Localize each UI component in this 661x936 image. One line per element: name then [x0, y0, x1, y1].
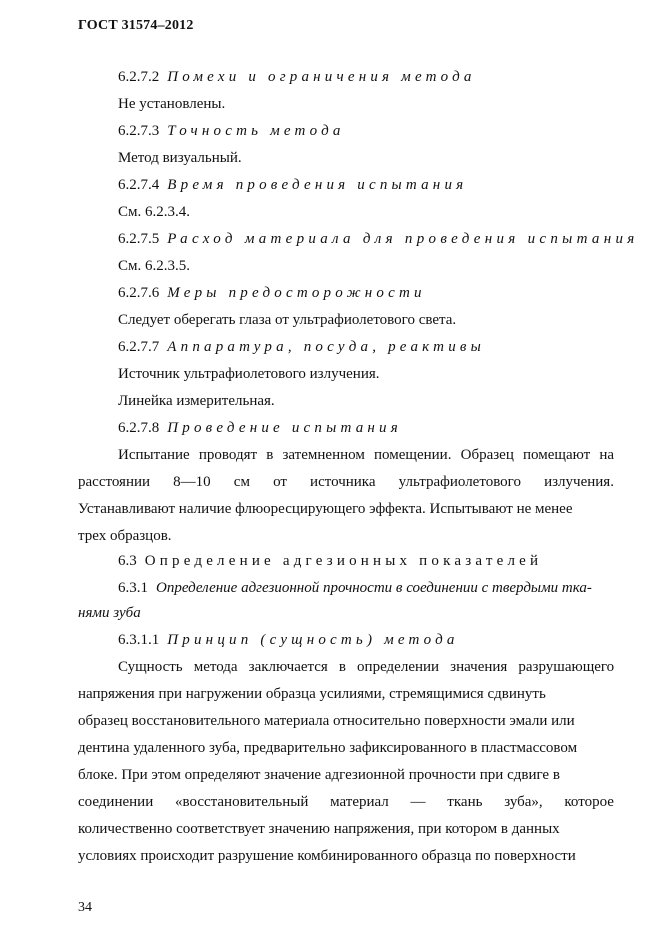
word: материал	[330, 794, 389, 810]
body-text: Линейка измерительная.	[118, 393, 275, 409]
word: расстоянии	[78, 474, 151, 490]
section-number: 6.2.7.3	[118, 123, 160, 139]
word: зуба»,	[504, 794, 543, 810]
word: излучения.	[544, 474, 614, 490]
section-number: 6.2.7.5	[118, 231, 160, 247]
body-text: См. 6.2.3.5.	[118, 258, 190, 274]
paragraph-line-justified	[78, 473, 614, 491]
paragraph-line: трех образцов.	[78, 528, 172, 544]
word: от	[273, 474, 287, 490]
section-title: Проведение испытания	[167, 420, 402, 436]
paragraph-line: Испытание проводят в затемненном помещении. Образец помещают на	[118, 447, 615, 463]
body-text: Следует оберегать глаза от ультрафиолетового света.	[118, 312, 457, 328]
paragraph-line: Сущность метода заключается в определении значения разрушающего	[118, 659, 615, 675]
paragraph-line: напряжения при нагружении образца усилиями, стремящимися сдвинуть	[78, 686, 546, 702]
word: ультрафиолетового	[398, 474, 521, 490]
paragraph-line: Устанавливают наличие флюоресцирующего эффекта. Испытывают не менее	[78, 501, 573, 517]
body-text: Источник ультрафиолетового излучения.	[118, 366, 380, 382]
section-title: Аппаратура, посуда, реактивы	[167, 339, 485, 355]
paragraph-line-justified	[78, 793, 614, 811]
page-number: 34	[78, 900, 92, 915]
section-number: 6.3.1.1	[118, 632, 160, 648]
body-text: Метод визуальный.	[118, 150, 242, 166]
paragraph-line: условиях происходит разрушение комбинированного образца по поверхности	[78, 848, 576, 864]
section-title: Меры предосторожности	[167, 285, 426, 301]
section-title: Определение адгезионной прочности в соединении с твердыми тка-	[156, 580, 592, 596]
paragraph-line: блоке. При этом определяют значение адгезионной прочности при сдвиге в	[78, 767, 560, 783]
section-number: 6.2.7.2	[118, 69, 160, 85]
section-number: 6.3	[118, 553, 137, 569]
document-code-header: ГОСТ 31574–2012	[78, 18, 194, 33]
section-title: Помехи и ограничения метода	[167, 69, 476, 85]
subsection-heading	[118, 230, 639, 248]
section-number: 6.2.7.7	[118, 339, 160, 355]
section-title: Принцип (сущность) метода	[167, 632, 459, 648]
word: соединении	[78, 794, 154, 810]
subsection-heading	[118, 419, 402, 437]
section-number: 6.3.1	[118, 580, 148, 596]
subsection-heading	[118, 579, 592, 597]
word: ткань	[447, 794, 483, 810]
word: см	[233, 474, 250, 490]
word: «восстановительный	[174, 794, 309, 810]
paragraph-line: дентина удаленного зуба, предварительно зафиксированного в пластмассовом	[78, 740, 578, 756]
subsection-heading	[118, 284, 426, 302]
section-title: Определение адгезионных показателей	[144, 553, 543, 569]
word: источника	[310, 474, 376, 490]
subsection-heading	[118, 338, 485, 356]
word: —	[410, 794, 426, 810]
section-number: 6.2.7.6	[118, 285, 160, 301]
section-number: 6.2.7.8	[118, 420, 160, 436]
subsection-heading	[118, 631, 459, 649]
word: 8—10	[173, 474, 211, 490]
subsection-heading	[118, 176, 467, 194]
body-text: Не установлены.	[118, 96, 226, 112]
section-title: Расход материала для проведения испытания	[167, 231, 639, 247]
paragraph-line: образец восстановительного материала относительно поверхности эмали или	[78, 713, 575, 729]
subsection-heading	[118, 122, 345, 140]
body-text: См. 6.2.3.4.	[118, 204, 190, 220]
section-title: Точность метода	[167, 123, 345, 139]
section-number: 6.2.7.4	[118, 177, 160, 193]
paragraph-line: количественно соответствует значению напряжения, при котором в данных	[78, 821, 560, 837]
subsection-heading	[118, 68, 476, 86]
word: которое	[564, 794, 614, 810]
section-heading	[118, 552, 542, 570]
section-title-continuation: нями зуба	[78, 605, 141, 621]
section-title: Время проведения испытания	[167, 177, 468, 193]
